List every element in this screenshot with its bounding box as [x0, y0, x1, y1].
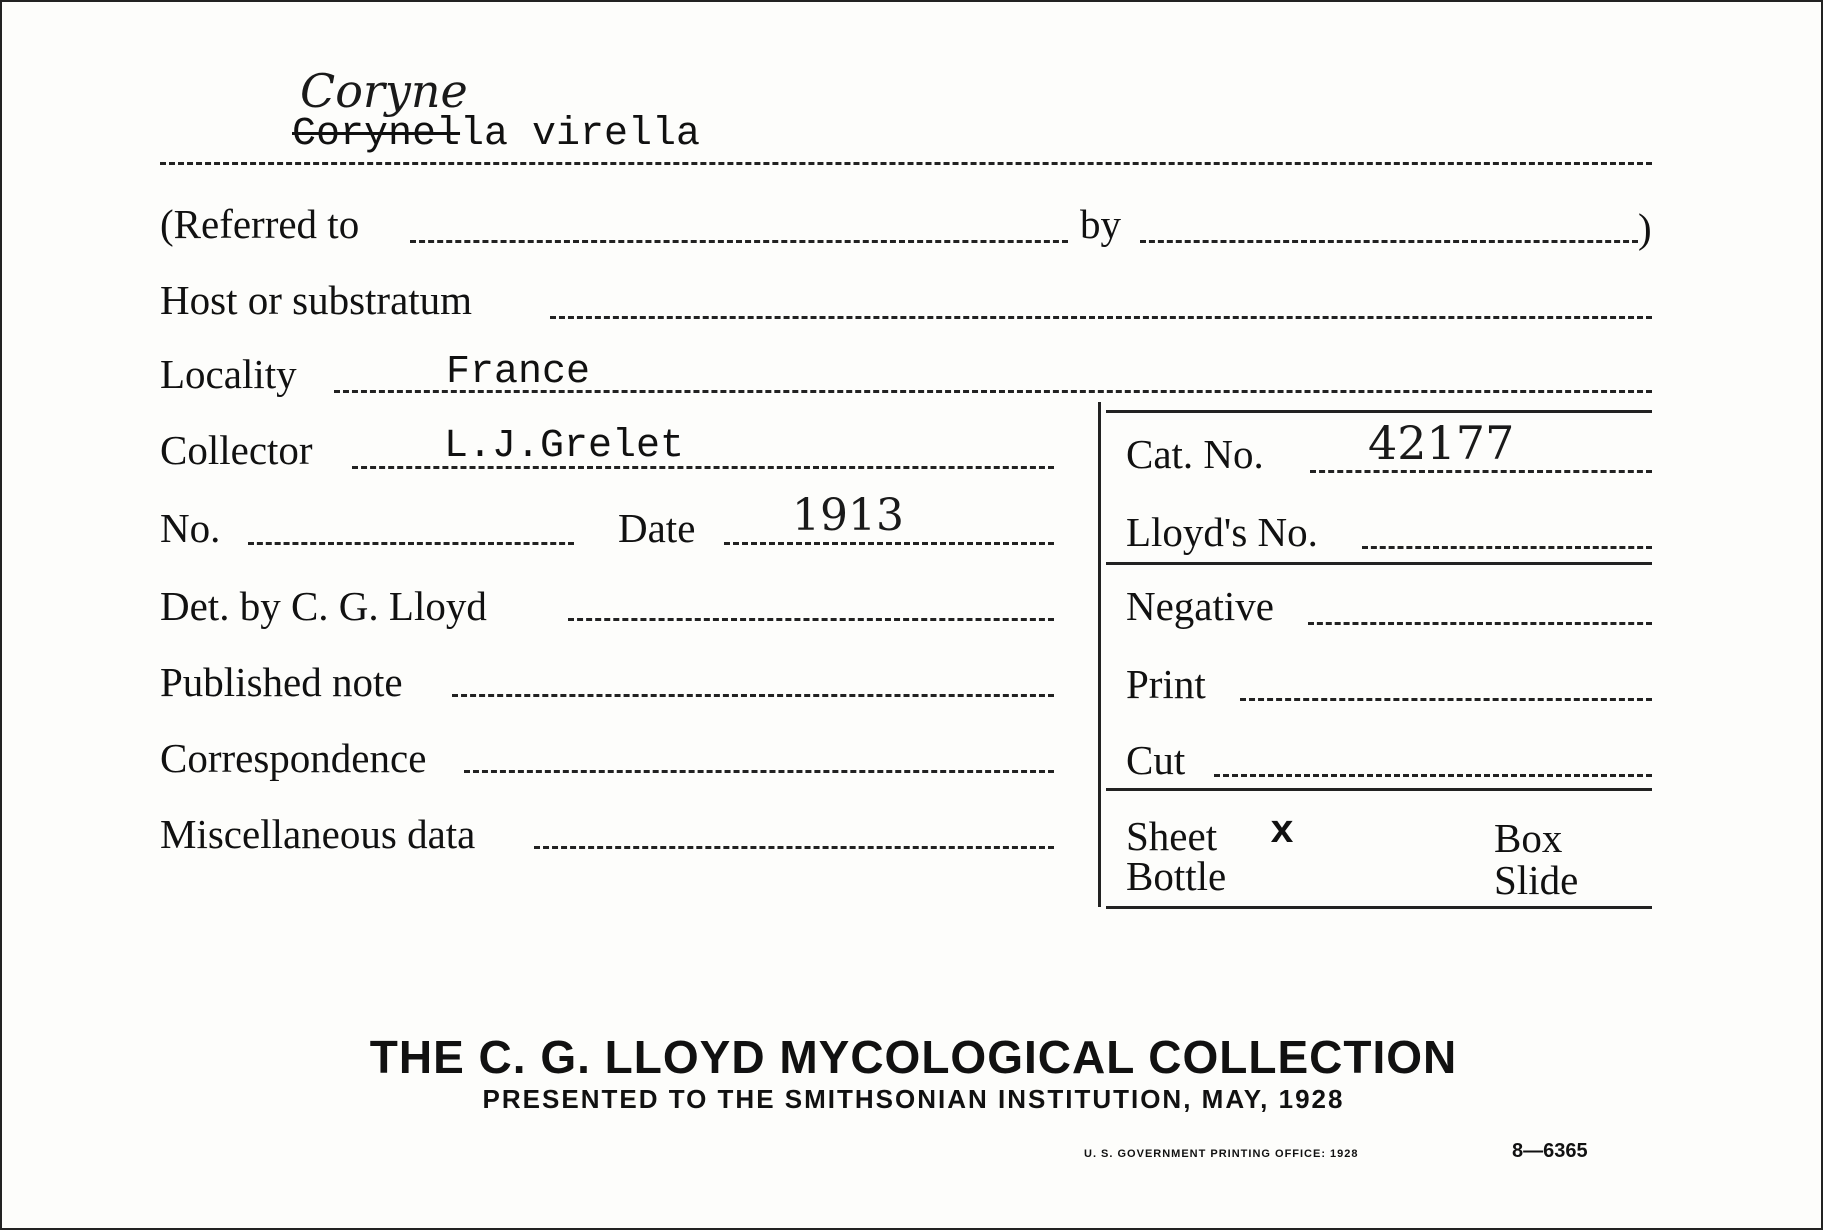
collector-value: L.J.Grelet: [444, 424, 685, 469]
locality-line: [334, 390, 1652, 393]
no-label: No.: [160, 505, 221, 551]
right-box-bottom-border: [1106, 906, 1652, 909]
right-box-divider-2: [1106, 788, 1652, 791]
collector-line: [352, 466, 1054, 469]
slide-label: Slide: [1494, 857, 1579, 903]
published-note-line: [452, 694, 1054, 697]
misc-data-label: Miscellaneous data: [160, 811, 476, 857]
no-line: [248, 542, 574, 545]
species-struck-prefix: Corynel: [292, 112, 461, 157]
lloyds-no-line: [1362, 546, 1652, 549]
negative-line: [1308, 622, 1652, 625]
print-label: Print: [1126, 661, 1206, 707]
species-line: [160, 162, 1652, 165]
printer-imprint: U. S. GOVERNMENT PRINTING OFFICE: 1928: [1084, 1148, 1359, 1160]
det-line: [568, 618, 1054, 621]
by-label: by: [1080, 201, 1121, 247]
referred-to-label: (Referred to: [160, 201, 360, 247]
close-paren: ): [1638, 205, 1652, 251]
det-label: Det. by C. G. Lloyd: [160, 583, 487, 629]
cat-no-line: [1310, 470, 1652, 473]
date-label: Date: [618, 505, 696, 551]
cut-label: Cut: [1126, 737, 1186, 783]
cut-line: [1214, 774, 1652, 777]
locality-label: Locality: [160, 351, 297, 397]
cat-no-label: Cat. No.: [1126, 431, 1264, 477]
negative-label: Negative: [1126, 583, 1274, 629]
species-handwritten-correction: Coryne: [300, 64, 468, 118]
locality-value: France: [446, 350, 591, 395]
date-value: 1913: [792, 490, 904, 541]
right-box-divider-1: [1106, 562, 1652, 565]
published-note-label: Published note: [160, 659, 403, 705]
form-number: 8—6365: [1512, 1140, 1588, 1162]
sheet-label: Sheet: [1126, 813, 1218, 859]
host-label: Host or substratum: [160, 277, 473, 323]
right-box-top-border: [1106, 410, 1652, 413]
cat-no-value: 42177: [1368, 416, 1515, 470]
bottle-label: Bottle: [1126, 853, 1227, 899]
lloyds-no-label: Lloyd's No.: [1126, 509, 1318, 555]
right-box-left-border: [1098, 402, 1101, 907]
print-line: [1240, 698, 1652, 701]
collection-subtitle: PRESENTED TO THE SMITHSONIAN INSTITUTION, MAY, 1928: [482, 1084, 1345, 1114]
correspondence-label: Correspondence: [160, 735, 427, 781]
collector-label: Collector: [160, 427, 313, 473]
species-suffix: la virella: [460, 112, 701, 157]
by-line: [1140, 240, 1638, 243]
correspondence-line: [464, 770, 1054, 773]
sheet-mark: x: [1270, 810, 1295, 855]
collection-title: THE C. G. LLOYD MYCOLOGICAL COLLECTION: [369, 1031, 1458, 1083]
referred-to-line: [410, 240, 1068, 243]
host-line: [550, 316, 1652, 319]
misc-data-line: [534, 846, 1054, 849]
box-label: Box: [1494, 815, 1563, 861]
date-line: [724, 542, 1054, 545]
